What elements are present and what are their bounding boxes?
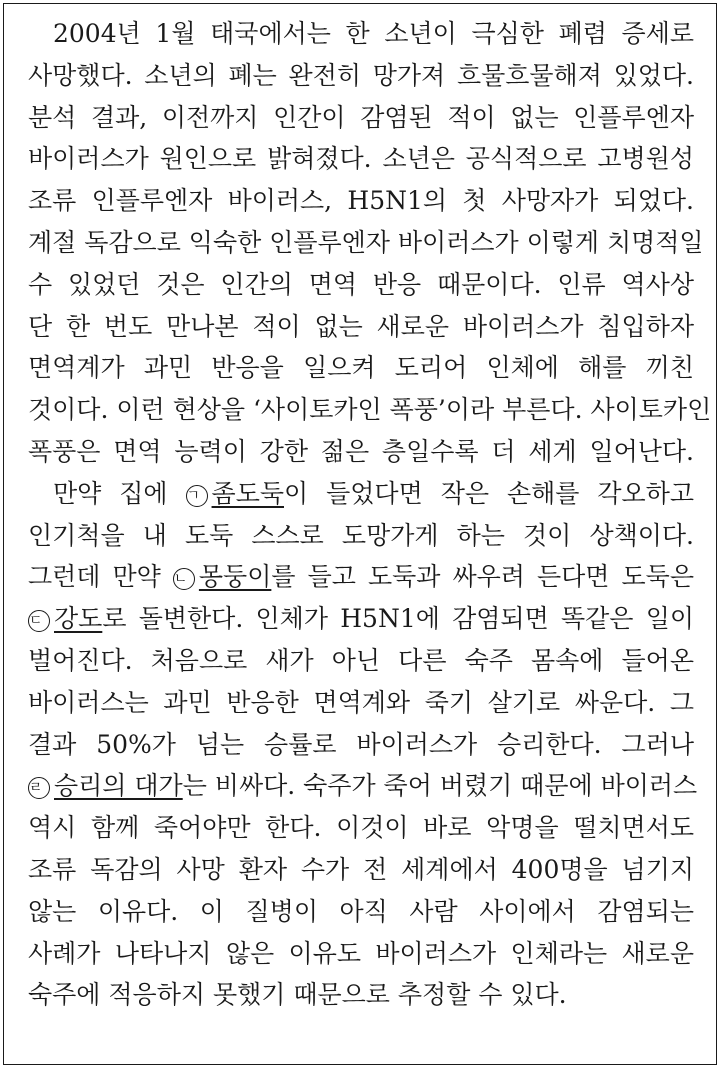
passage-line: 조류 독감의 사망 환자 수가 전 세계에서 400명을 넘기지: [28, 854, 694, 884]
passage-line: 바이러스는 과민 반응한 면역계와 죽기 살기로 싸운다. 그: [28, 687, 694, 717]
text-segment: 를 들고 도둑과 싸우려 든다면 도둑은: [271, 562, 694, 592]
text-segment: 그런데 만약: [28, 562, 173, 592]
passage-line: 조류 인플루엔자 바이러스, H5N1의 첫 사망자가 되었다.: [28, 186, 694, 216]
passage-line: 인기척을 내 도둑 스스로 도망가게 하는 것이 상책이다.: [28, 520, 694, 550]
underlined-term-1: 좀도둑: [211, 478, 284, 508]
passage-line: [28, 556, 694, 598]
passage-box: [3, 3, 717, 1065]
passage-line: 사망했다. 소년의 폐는 완전히 망가져 흐물흐물해져 있었다.: [28, 60, 694, 90]
passage-line: 단 한 번도 만나본 적이 없는 새로운 바이러스가 침입하자: [28, 311, 694, 341]
text-segment: 만약 집에: [53, 478, 186, 508]
passage-line: 수 있었던 것은 인간의 면역 반응 때문이다. 인류 역사상: [28, 269, 694, 299]
underlined-term-2: 몽둥이: [198, 562, 272, 592]
passage-line: 숙주에 적응하지 못했기 때문으로 추정할 수 있다.: [28, 980, 567, 1010]
marker-circled-1: ㄱ: [186, 485, 208, 507]
passage-line: 면역계가 과민 반응을 일으켜 도리어 인체에 해를 끼친: [28, 353, 694, 383]
passage-line: 역시 함께 죽어야만 한다. 이것이 바로 악명을 떨치면서도: [28, 813, 694, 843]
passage-line: [28, 765, 698, 807]
passage-line: 것이다. 이런 현상을 ‘사이토카인 폭풍’이라 부른다. 사이토카인: [28, 395, 712, 425]
passage-line: 결과 50%가 넘는 승률로 바이러스가 승리한다. 그러나: [28, 729, 694, 759]
passage-line: 2004년 1월 태국에서는 한 소년이 극심한 폐렴 증세로: [53, 19, 694, 48]
passage-line: 않는 이유다. 이 질병이 아직 사람 사이에서 감염되는: [28, 896, 694, 926]
underlined-term-4: 승리의 대가: [54, 771, 183, 801]
marker-circled-4: ㄹ: [28, 777, 50, 799]
passage-line: 계절 독감으로 익숙한 인플루엔자 바이러스가 이렇게 치명적일: [28, 227, 704, 257]
passage-line: 벌어진다. 처음으로 새가 아닌 다른 숙주 몸속에 들어온: [28, 645, 694, 675]
marker-circled-3: ㄷ: [28, 610, 50, 632]
text-segment: 는 비싸다. 숙주가 죽어 버렸기 때문에 바이러스: [182, 771, 698, 801]
passage-line: 사례가 나타나지 않은 이유도 바이러스가 인체라는 새로운: [28, 938, 694, 968]
underlined-term-3: 강도: [54, 604, 103, 634]
passage-line: [28, 598, 694, 640]
text-segment: 이 들었다면 작은 손해를 각오하고: [284, 478, 694, 508]
marker-circled-2: ㄴ: [173, 568, 195, 590]
text-segment: 로 돌변한다. 인체가 H5N1에 감염되면 똑같은 일이: [102, 604, 694, 634]
passage-line: 바이러스가 원인으로 밝혀졌다. 소년은 공식적으로 고병원성: [28, 144, 694, 174]
passage-line: [28, 473, 694, 515]
passage-text: [28, 13, 712, 1016]
passage-line: 폭풍은 면역 능력이 강한 젊은 층일수록 더 세게 일어난다.: [28, 436, 694, 466]
passage-line: 분석 결과, 이전까지 인간이 감염된 적이 없는 인플루엔자: [28, 102, 694, 132]
